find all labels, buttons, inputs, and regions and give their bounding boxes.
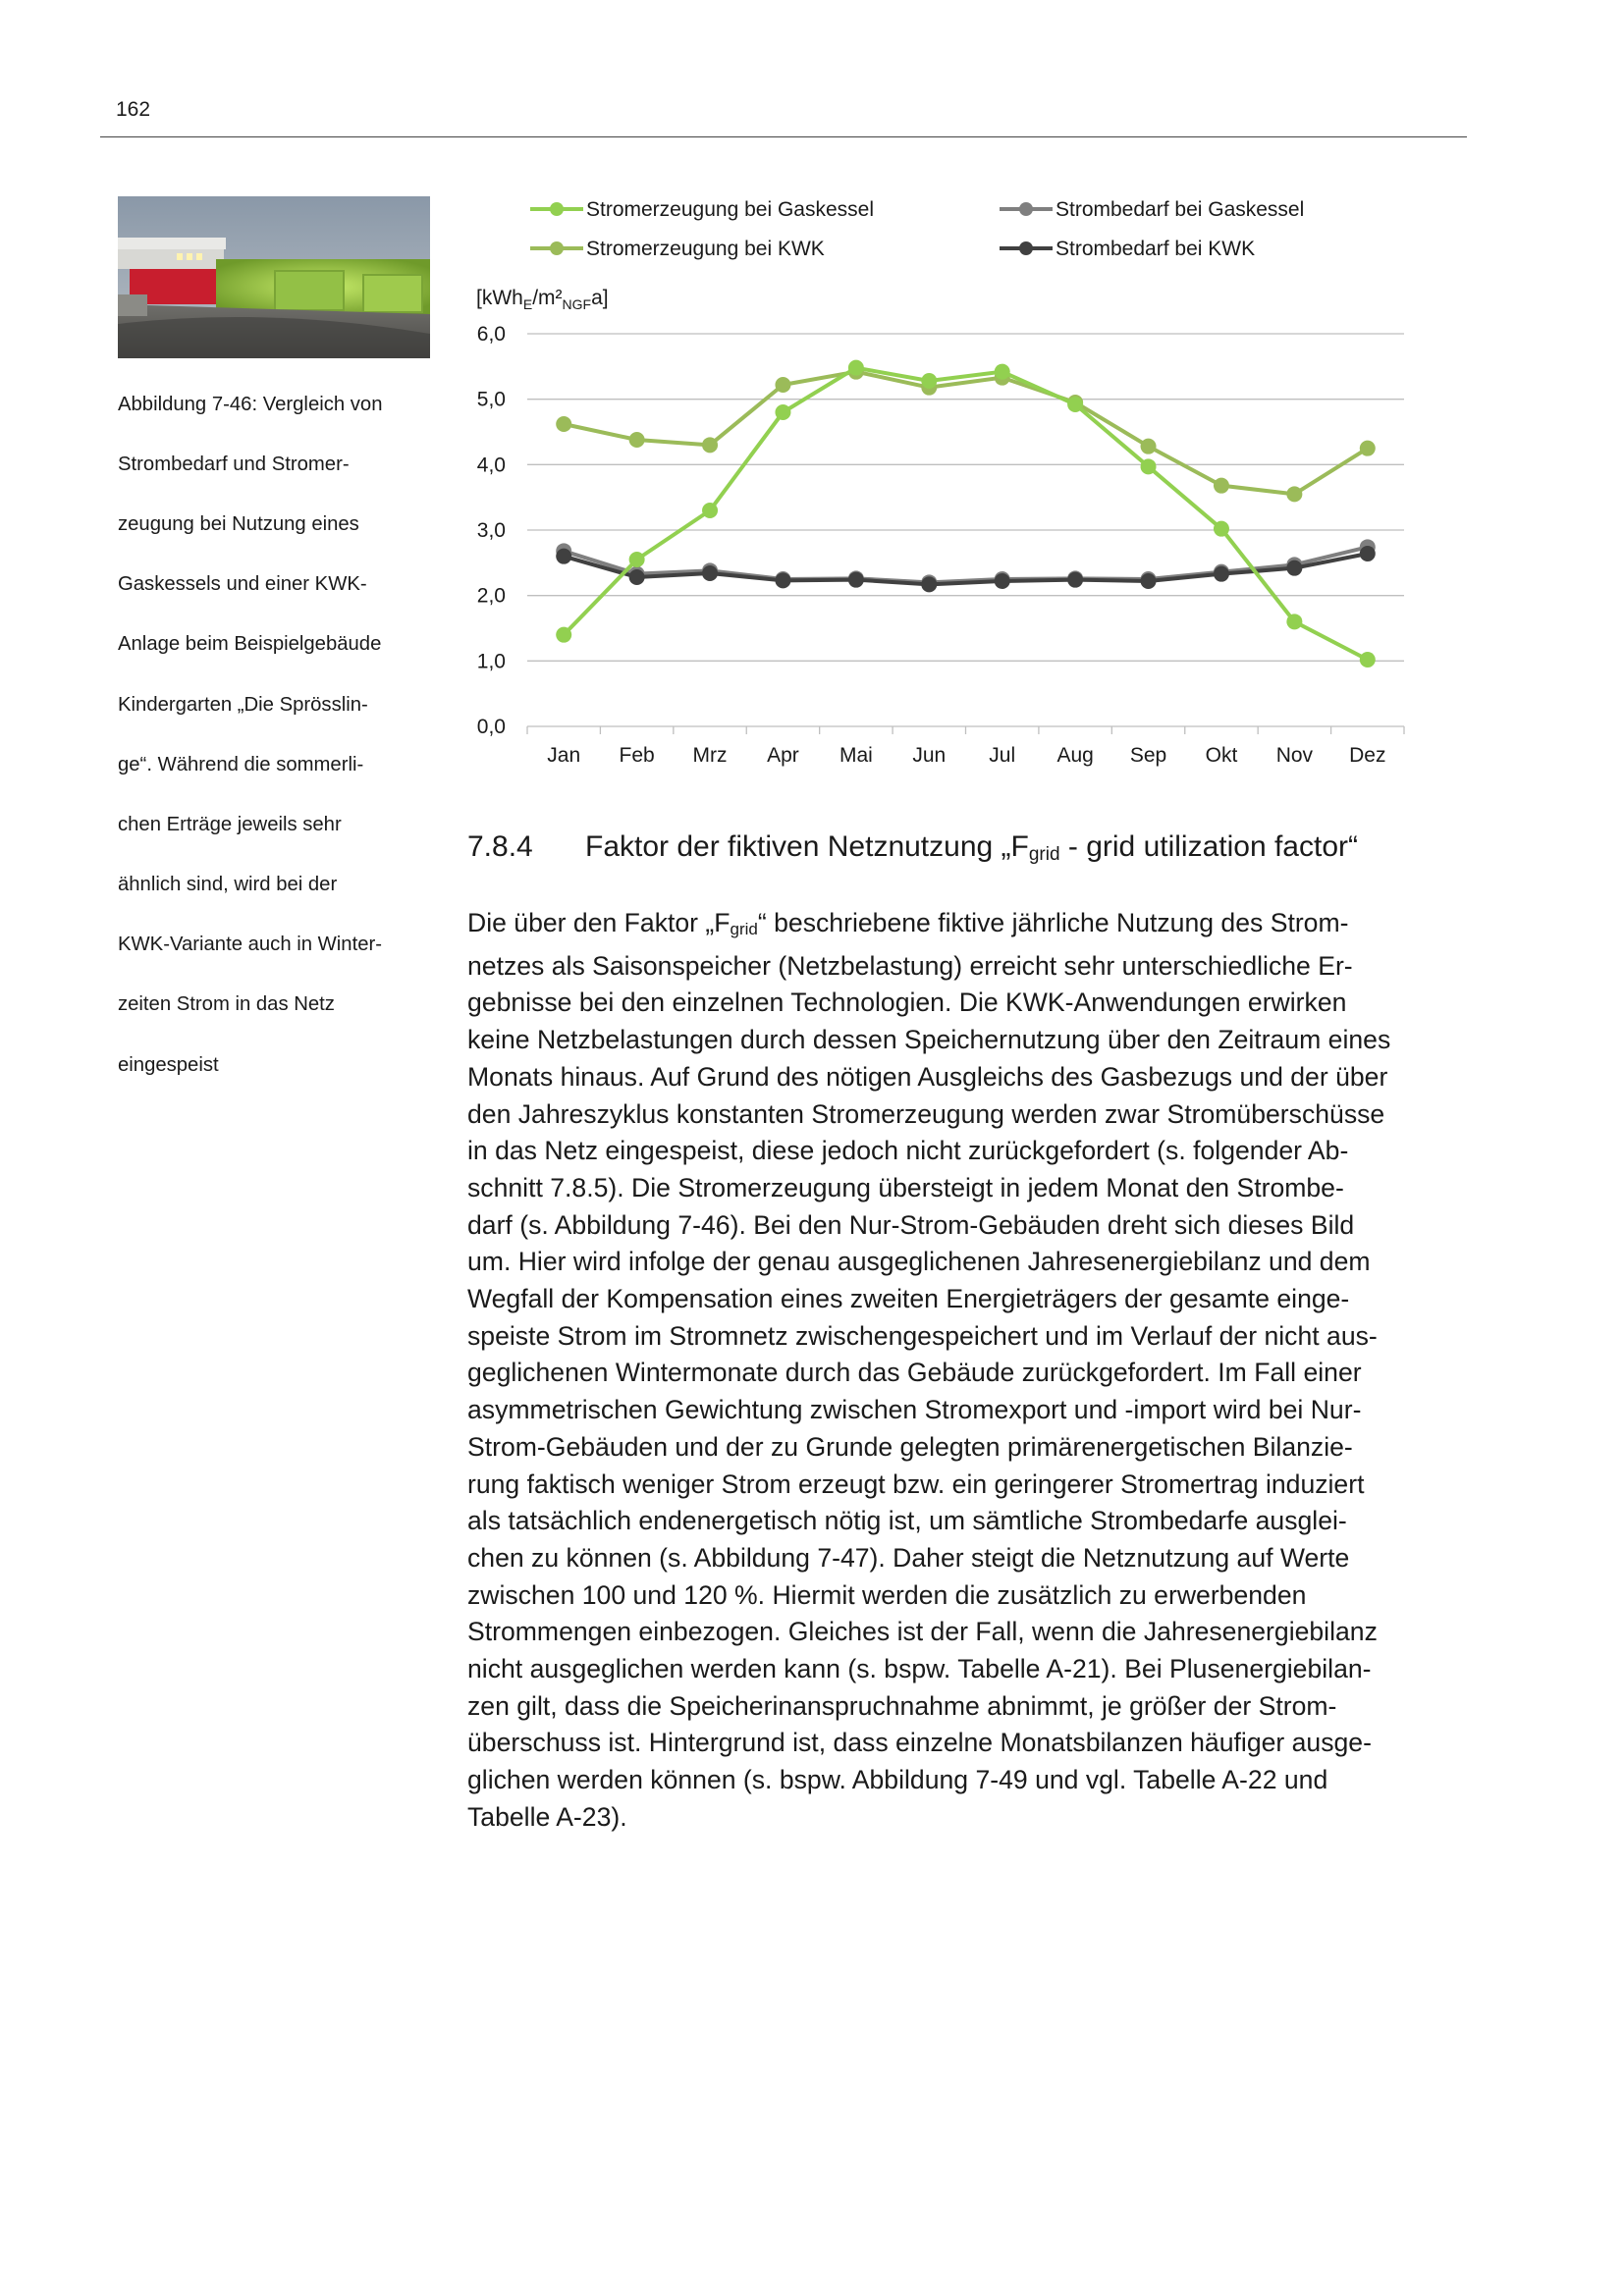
body-line: netzes als Saisonspeicher (Netzbelastung) erreicht sehr unterschiedliche Er- <box>467 950 1353 981</box>
data-point <box>921 373 937 389</box>
data-point <box>775 404 790 420</box>
body-line: Strom-Gebäuden und der zu Grunde gelegten primärenergetischen Bilanzie- <box>467 1431 1353 1462</box>
x-tick-label: Jul <box>989 744 1016 767</box>
body-line: Tabelle A-23). <box>467 1801 627 1832</box>
legend-item <box>530 198 874 221</box>
data-point <box>1214 521 1229 537</box>
building-photo <box>118 196 430 358</box>
chart-legend <box>530 198 1304 260</box>
x-tick-label: Sep <box>1129 744 1167 767</box>
caption-line: Strombedarf und Stromer- <box>118 453 350 475</box>
x-tick-label: Apr <box>767 744 799 767</box>
data-point <box>1286 561 1302 576</box>
legend-item <box>1000 238 1255 260</box>
body-line: Die über den Faktor $„F_{grid}“$ beschriebene fiktive jährliche Nutzung des Strom- <box>467 908 1349 938</box>
data-point <box>995 364 1010 380</box>
x-tick-label: Dez <box>1349 744 1386 767</box>
series-2 <box>556 364 1376 503</box>
legend-item <box>530 238 825 260</box>
x-tick-label: Nov <box>1275 744 1314 767</box>
legend-swatch-marker <box>550 202 564 216</box>
body-line: glichen werden können (s. bspw. Abbildung 7-49 und vgl. Tabelle A-22 und <box>467 1765 1328 1795</box>
body-line: als tatsächlich endenergetisch nötig ist, um sämtliche Strombedarfe ausglei- <box>467 1506 1347 1536</box>
body-line: gebnisse bei den einzelnen Technologien. Die KWK-Anwendungen erwirken <box>467 988 1347 1018</box>
page-number: 162 <box>116 98 151 121</box>
legend-label: Stromerzeugung bei KWK <box>586 238 825 260</box>
figure-caption <box>118 359 437 1080</box>
caption-line: ähnlich sind, wird bei der <box>118 874 338 896</box>
data-point <box>1360 546 1376 561</box>
caption-line: zeiten Strom in das Netz <box>118 993 335 1016</box>
data-point <box>995 573 1010 589</box>
x-tick-label: Okt <box>1205 744 1238 767</box>
body-line: keine Netzbelastungen durch dessen Speichernutzung über den Zeitraum eines <box>467 1025 1391 1055</box>
data-point <box>775 572 790 588</box>
body-line: darf (s. Abbildung 7-46). Bei den Nur-Strom-Gebäuden dreht sich dieses Bild <box>467 1209 1355 1240</box>
section-heading <box>467 830 1358 866</box>
chart-series <box>556 360 1376 667</box>
caption-line: ge“. Während die sommerli- <box>118 753 364 775</box>
data-point <box>1214 478 1229 494</box>
data-point <box>556 549 571 564</box>
legend-label: Stromerzeugung bei Gaskessel <box>586 198 874 221</box>
data-point <box>629 552 645 567</box>
chart-axes <box>477 323 1404 767</box>
body-line: asymmetrischen Gewichtung zwischen Stromexport und -import wird bei Nur- <box>467 1395 1362 1425</box>
x-tick-label: Mai <box>839 744 873 767</box>
data-point <box>1141 573 1157 589</box>
legend-swatch-marker <box>1019 241 1033 255</box>
y-axis-label: $[kWh_E/m^2_{NGF}a]$ <box>476 287 609 312</box>
body-line: den Jahreszyklus konstanten Stromerzeugung werden zwar Stromüberschüsse <box>467 1098 1385 1129</box>
body-line: rung faktisch weniger Strom erzeugt bzw. ein geringerer Stromertrag induziert <box>467 1468 1365 1499</box>
data-point <box>629 432 645 448</box>
data-point <box>702 503 718 518</box>
data-point <box>702 565 718 581</box>
caption-line: zeugung bei Nutzung eines <box>118 512 359 535</box>
body-paragraph <box>467 905 1469 1837</box>
body-line: geglichenen Wintermonate durch das Gebäude zurückgefordert. Im Fall einer <box>467 1358 1362 1388</box>
series-line <box>564 547 1368 582</box>
data-point <box>702 437 718 453</box>
section-number: 7.8.4 <box>467 830 533 863</box>
body-line: nicht ausgeglichen werden kann (s. bspw. Tabelle A-21). Bei Plusenergiebilan- <box>467 1654 1372 1684</box>
legend-swatch-marker <box>1019 202 1033 216</box>
caption-line: Kindergarten „Die Sprösslin- <box>118 693 368 716</box>
legend-item <box>1000 198 1304 221</box>
y-tick-label: 0,0 <box>476 716 506 738</box>
caption-line: Anlage beim Beispielgebäude <box>118 633 382 656</box>
caption-line: eingespeist <box>118 1053 219 1076</box>
data-point <box>1360 652 1376 667</box>
caption-line: Abbildung 7-46: Vergleich von <box>118 393 383 415</box>
data-point <box>629 569 645 585</box>
series-1 <box>556 360 1376 667</box>
legend-label: Strombedarf bei KWK <box>1056 238 1256 260</box>
data-point <box>1286 614 1302 629</box>
data-point <box>1141 458 1157 474</box>
body-line: Wegfall der Kompensation eines zweiten Energieträgers der gesamte einge- <box>467 1284 1350 1314</box>
y-tick-label: 5,0 <box>476 388 506 411</box>
y-tick-label: 2,0 <box>476 584 506 608</box>
data-point <box>1067 397 1083 412</box>
y-tick-label: 4,0 <box>476 454 506 477</box>
y-tick-label: 1,0 <box>476 650 506 673</box>
header-rule <box>100 136 1467 137</box>
body-line: um. Hier wird infolge der genau ausgeglichenen Jahresenergiebilanz und dem <box>467 1247 1371 1277</box>
body-line: schnitt 7.8.5). Die Stromerzeugung übersteigt in jedem Monat den Strombe- <box>467 1172 1344 1202</box>
body-line: speiste Strom im Stromnetz zwischengespeichert und im Verlauf der nicht aus- <box>467 1320 1378 1351</box>
data-point <box>848 572 864 588</box>
line-chart <box>432 187 1414 795</box>
body-line: Monats hinaus. Auf Grund des nötigen Ausgleichs des Gasbezugs und der über <box>467 1061 1388 1092</box>
series-line <box>564 372 1368 495</box>
body-line: zen gilt, dass die Speicherinanspruchnahme abnimmt, je größer der Strom- <box>467 1690 1337 1721</box>
x-tick-label: Aug <box>1056 744 1094 767</box>
x-tick-label: Jun <box>912 744 947 767</box>
x-tick-label: Mrz <box>692 744 728 767</box>
data-point <box>1067 572 1083 588</box>
legend-swatch-marker <box>550 241 564 255</box>
section-title: Faktor der fiktiven Netznutzung $„F_{grid}$ - grid utilization factor“ <box>585 830 1358 865</box>
series-line <box>564 368 1368 660</box>
data-point <box>1286 486 1302 502</box>
x-tick-label: Feb <box>619 744 655 767</box>
data-point <box>556 416 571 432</box>
body-line: zwischen 100 und 120 %. Hiermit werden die zusätzlich zu erwerbenden <box>467 1579 1307 1610</box>
data-point <box>1141 439 1157 454</box>
body-line: überschuss ist. Hintergrund ist, dass einzelne Monatsbilanzen häufiger ausge- <box>467 1728 1372 1758</box>
caption-line: KWK-Variante auch in Winter- <box>118 934 383 956</box>
data-point <box>775 377 790 393</box>
data-point <box>848 360 864 376</box>
y-tick-label: 3,0 <box>476 519 506 542</box>
body-line: in das Netz eingespeist, diese jedoch nicht zurückgefordert (s. folgender Ab- <box>467 1136 1349 1166</box>
caption-line: Gaskessels und einer KWK- <box>118 573 367 596</box>
data-point <box>556 627 571 643</box>
y-tick-label: 6,0 <box>476 323 506 346</box>
x-tick-label: Jan <box>547 744 581 767</box>
body-line: chen zu können (s. Abbildung 7-47). Daher steigt die Netznutzung auf Werte <box>467 1542 1350 1573</box>
data-point <box>1214 566 1229 582</box>
caption-line: chen Erträge jeweils sehr <box>118 813 342 835</box>
body-line: Strommengen einbezogen. Gleiches ist der Fall, wenn die Jahresenergiebilanz <box>467 1617 1378 1647</box>
data-point <box>921 576 937 592</box>
data-point <box>1360 441 1376 456</box>
legend-label: Strombedarf bei Gaskessel <box>1056 198 1305 221</box>
